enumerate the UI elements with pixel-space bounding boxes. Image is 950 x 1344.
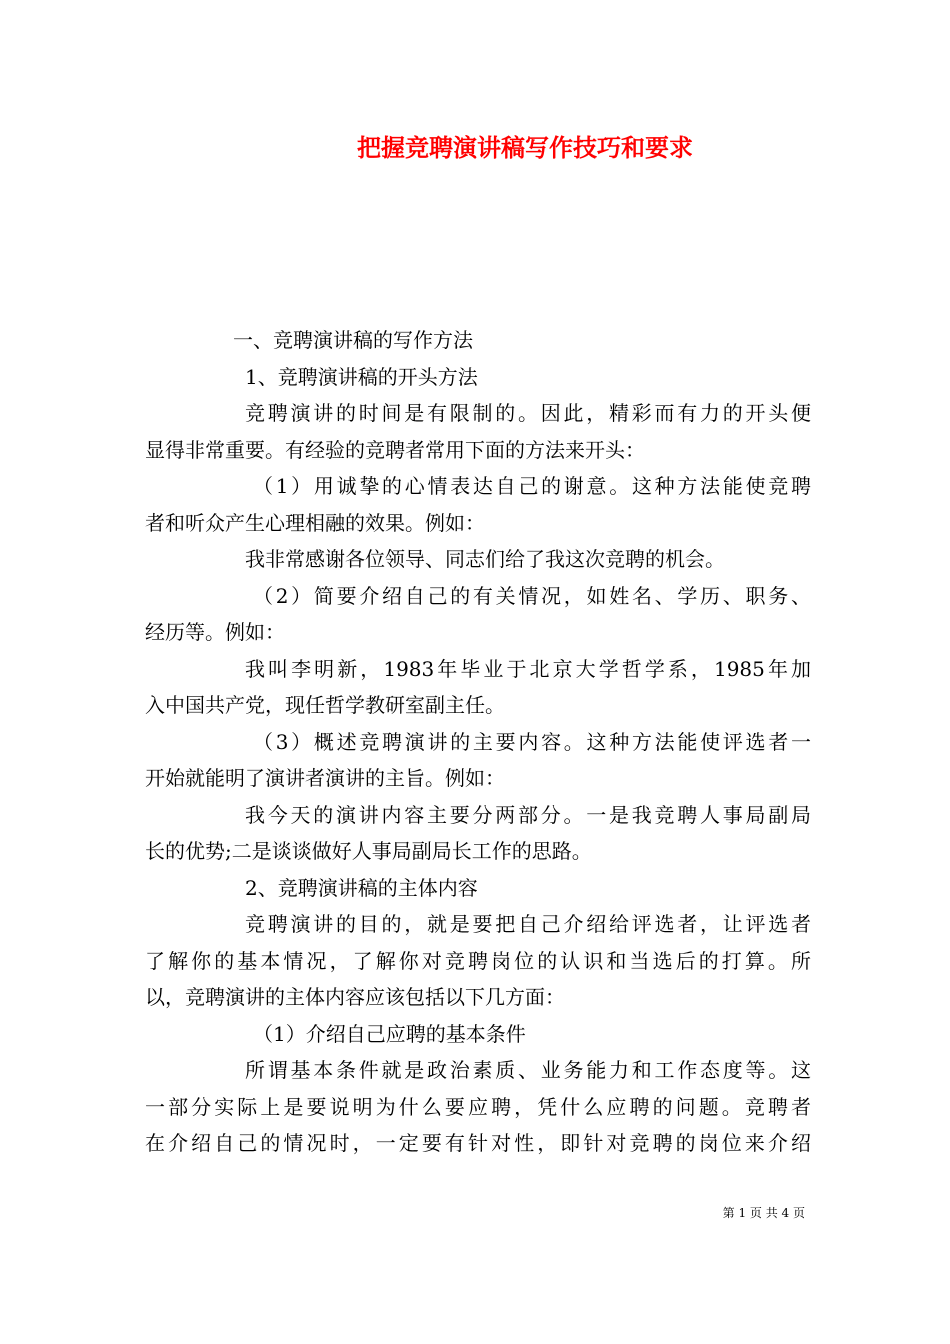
text-line: 一部分实际上是要说明为什么要应聘，凭什么应聘的问题。竞聘者 [145, 1094, 811, 1119]
text-line: 经历等。例如： [145, 620, 285, 644]
text-line: 长的优势;二是谈谈做好人事局副局长工作的思路。 [145, 839, 592, 863]
text-line: 显得非常重要。有经验的竞聘者常用下面的方法来开头： [145, 437, 645, 462]
text-line: （2）简要介绍自己的有关情况，如姓名、学历、职务、 [253, 583, 811, 608]
text-line: 以，竞聘演讲的主体内容应该包括以下几方面： [145, 985, 565, 1009]
text-line: 一、竞聘演讲稿的写作方法 [233, 328, 473, 352]
text-line: 2、竞聘演讲稿的主体内容 [245, 875, 478, 900]
text-line: （1）介绍自己应聘的基本条件 [253, 1021, 526, 1046]
text-line: 所谓基本条件就是政治素质、业务能力和工作态度等。这 [245, 1058, 811, 1082]
text-line: （3）概述竞聘演讲的主要内容。这种方法能使评选者一 [253, 729, 811, 754]
text-line: 者和听众产生心理相融的效果。例如： [145, 510, 485, 535]
text-line: 在介绍自己的情况时，一定要有针对性，即针对竞聘的岗位来介绍 [145, 1131, 811, 1155]
document-body [145, 322, 811, 1162]
text-line: 了解你的基本情况，了解你对竞聘岗位的认识和当选后的打算。所 [145, 948, 811, 973]
text-line: （1）用诚挚的心情表达自己的谢意。这种方法能使竞聘 [253, 474, 811, 498]
text-line: 入中国共产党，现任哲学教研室副主任。 [145, 693, 505, 717]
text-line: 竞聘演讲的目的，就是要把自己介绍给评选者，让评选者 [245, 912, 811, 936]
document-title: 把握竞聘演讲稿写作技巧和要求 [357, 133, 693, 162]
text-line: 开始就能明了演讲者演讲的主旨。例如： [145, 766, 505, 790]
text-line: 竞聘演讲的时间是有限制的。因此，精彩而有力的开头便 [245, 401, 811, 425]
text-line: 1、竞聘演讲稿的开头方法 [245, 364, 478, 389]
page-number: 第 1 页 共 4 页 [722, 1206, 805, 1220]
text-line: 我非常感谢各位领导、同志们给了我这次竞聘的机会。 [245, 547, 725, 571]
text-line: 我今天的演讲内容主要分两部分。一是我竞聘人事局副局 [245, 802, 811, 827]
text-line: 我叫李明新，1983年毕业于北京大学哲学系，1985年加 [245, 656, 811, 681]
